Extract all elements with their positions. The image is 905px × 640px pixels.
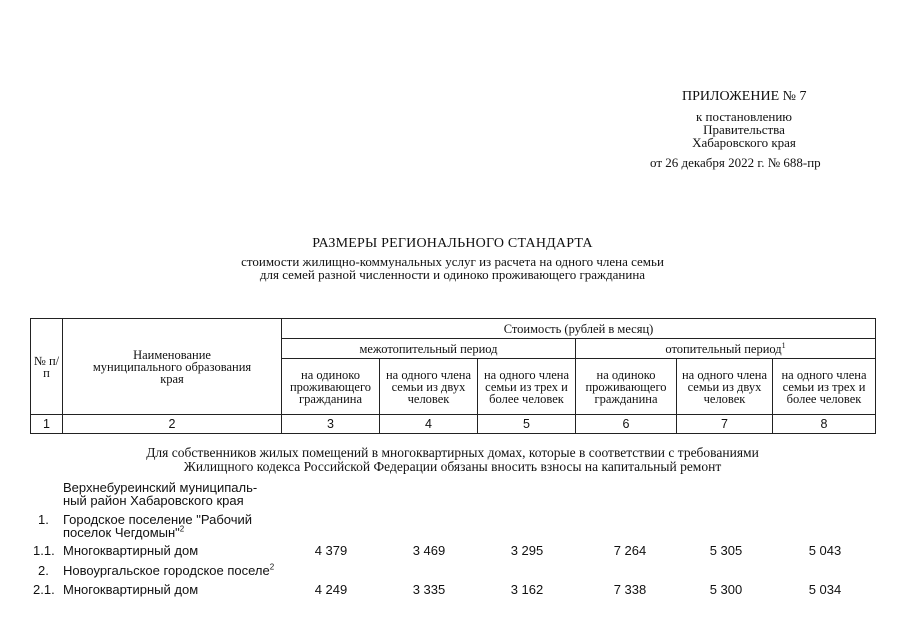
row-2-1-value-two-heating: 5 300 [709, 582, 743, 597]
row-1-name-line-2: поселок Чегдомын"$^2$ [63, 524, 185, 540]
row-2-number: 2. [38, 563, 49, 578]
row-1-name-line-1: Городское поселение "Рабочий [63, 512, 253, 527]
row-2-1-value-three-non-heating: 3 162 [510, 582, 544, 597]
row-2-1-value-single-heating: 7 338 [613, 582, 647, 597]
row-2-1-value-single-non-heating: 4 249 [314, 582, 348, 597]
row-1-1-value-two-non-heating: 3 469 [412, 543, 446, 558]
sub-header-three-heating: на одного члена семьи из трех и более человек [773, 359, 876, 415]
row-2-name: Новоургальское городское поселе$^2$ [63, 562, 275, 578]
column-number-2: 2 [63, 415, 282, 434]
heating-period-label: отопительный период [665, 341, 782, 356]
column-header-name: Наименование муниципального образования края [63, 319, 282, 415]
row-1-1-value-single-non-heating: 4 379 [314, 543, 348, 558]
row-2-1-number: 2.1. [33, 582, 55, 597]
heating-period-footnote: 1 [781, 340, 786, 350]
row-1-1-number: 1.1. [33, 543, 55, 558]
column-number-7: 7 [677, 415, 773, 434]
section-note [0, 446, 905, 474]
district-name-line-2: ный район Хабаровского края [63, 493, 244, 508]
row-1-1-value-three-heating: 5 043 [808, 543, 842, 558]
column-header-non-heating-period: межотопительный период [282, 339, 576, 359]
row-1-1-name: Многоквартирный дом [63, 543, 199, 558]
row-1-1-value-three-non-heating: 3 295 [510, 543, 544, 558]
column-header-number: № п/п [31, 319, 63, 415]
column-number-5: 5 [478, 415, 576, 434]
sub-header-two-heating: на одного члена семьи из двух человек [677, 359, 773, 415]
appendix-title: ПРИЛОЖЕНИЕ № 7 [682, 89, 807, 104]
document-subtitle [0, 255, 905, 281]
row-2-1-value-two-non-heating: 3 335 [412, 582, 446, 597]
district-name-line-1: Верхнебуреинский муниципаль- [63, 480, 258, 495]
appendix-line-1: к постановлению [695, 109, 793, 124]
district-name [63, 481, 257, 507]
sub-header-single-heating: на одиноко проживающего гражданина [576, 359, 677, 415]
section-note-line-1: Для собственников жилых помещений в многоквартирных домах, которые в соответствии с требованиями [146, 445, 759, 460]
standards-table-header [30, 318, 876, 434]
column-number-1: 1 [31, 415, 63, 434]
row-1-footnote: 2 [179, 524, 185, 534]
row-2-1-value-three-heating: 5 034 [808, 582, 842, 597]
row-2-1-name: Многоквартирный дом [63, 582, 199, 597]
row-1-1-value-two-heating: 5 305 [709, 543, 743, 558]
subtitle-line-2: для семей разной численности и одиноко проживающего гражданина [259, 267, 646, 282]
subtitle-line-1: стоимости жилищно-коммунальных услуг из расчета на одного члена семьи [241, 254, 664, 269]
column-header-heating-period [576, 339, 876, 359]
row-1-name [63, 513, 252, 539]
document-title: РАЗМЕРЫ РЕГИОНАЛЬНОГО СТАНДАРТА [312, 236, 593, 251]
sub-header-three-non-heating: на одного члена семьи из трех и более человек [478, 359, 576, 415]
appendix-line-2: Правительства [703, 122, 785, 137]
sub-header-single-non-heating: на одиноко проживающего гражданина [282, 359, 380, 415]
column-number-6: 6 [576, 415, 677, 434]
appendix-line-3: Хабаровского края [692, 135, 796, 150]
row-2-footnote: 2 [269, 562, 275, 572]
row-1-number: 1. [38, 512, 49, 527]
column-header-cost: Стоимость (рублей в месяц) [282, 319, 876, 339]
column-number-3: 3 [282, 415, 380, 434]
row-1-1-value-single-heating: 7 264 [613, 543, 647, 558]
column-number-4: 4 [380, 415, 478, 434]
appendix-date: от 26 декабря 2022 г. № 688-пр [650, 155, 821, 170]
section-note-line-2: Жилищного кодекса Российской Федерации обязаны вносить взносы на капитальный ремонт [183, 459, 722, 474]
column-number-8: 8 [773, 415, 876, 434]
sub-header-two-non-heating: на одного члена семьи из двух человек [380, 359, 478, 415]
